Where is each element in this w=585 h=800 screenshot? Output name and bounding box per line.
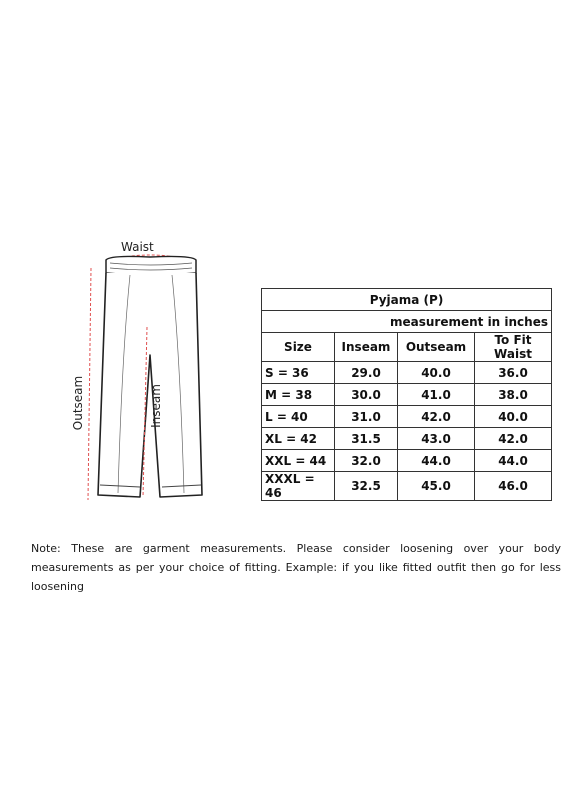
size-chart-table xyxy=(261,288,552,501)
table-title: Pyjama (P) xyxy=(262,289,552,311)
cell-inseam: 32.5 xyxy=(335,472,398,501)
outseam-measure-line xyxy=(88,268,91,500)
cell-waist: 46.0 xyxy=(475,472,552,501)
cell-size: S = 36 xyxy=(262,362,335,384)
cell-waist: 44.0 xyxy=(475,450,552,472)
cell-waist: 42.0 xyxy=(475,428,552,450)
cell-waist: 36.0 xyxy=(475,362,552,384)
cell-size: XXXL = 46 xyxy=(262,472,335,501)
table-row xyxy=(262,472,552,501)
cell-inseam: 32.0 xyxy=(335,450,398,472)
unit-note: measurement in inches xyxy=(262,311,552,333)
cell-inseam: 29.0 xyxy=(335,362,398,384)
table-row xyxy=(262,450,552,472)
header-inseam: Inseam xyxy=(335,333,398,362)
inseam-label: Inseam xyxy=(149,384,163,428)
table-row xyxy=(262,428,552,450)
cell-outseam: 42.0 xyxy=(398,406,475,428)
table-row xyxy=(262,362,552,384)
cell-size: L = 40 xyxy=(262,406,335,428)
header-size: Size xyxy=(262,333,335,362)
cell-waist: 40.0 xyxy=(475,406,552,428)
cell-outseam: 40.0 xyxy=(398,362,475,384)
pyjama-diagram xyxy=(60,235,210,520)
cell-size: M = 38 xyxy=(262,384,335,406)
cell-inseam: 30.0 xyxy=(335,384,398,406)
cell-waist: 38.0 xyxy=(475,384,552,406)
cell-size: XL = 42 xyxy=(262,428,335,450)
table-unit-row xyxy=(262,311,552,333)
measurement-note: Note: These are garment measurements. Please consider loosening over your body measurements as per your choice of fitting. Example: if you like fitted outfit then go for less loosening xyxy=(31,542,561,593)
cell-inseam: 31.5 xyxy=(335,428,398,450)
cell-outseam: 44.0 xyxy=(398,450,475,472)
cell-inseam: 31.0 xyxy=(335,406,398,428)
outseam-label: Outseam xyxy=(71,375,85,431)
table-row xyxy=(262,384,552,406)
table-header-row xyxy=(262,333,552,362)
table-row xyxy=(262,406,552,428)
header-to-fit-waist: To Fit Waist xyxy=(475,333,552,362)
table-title-row xyxy=(262,289,552,311)
waist-label: Waist xyxy=(121,240,154,254)
cell-size: XXL = 44 xyxy=(262,450,335,472)
cell-outseam: 45.0 xyxy=(398,472,475,501)
waistband-shape xyxy=(106,256,196,275)
header-outseam: Outseam xyxy=(398,333,475,362)
cell-outseam: 43.0 xyxy=(398,428,475,450)
cell-outseam: 41.0 xyxy=(398,384,475,406)
